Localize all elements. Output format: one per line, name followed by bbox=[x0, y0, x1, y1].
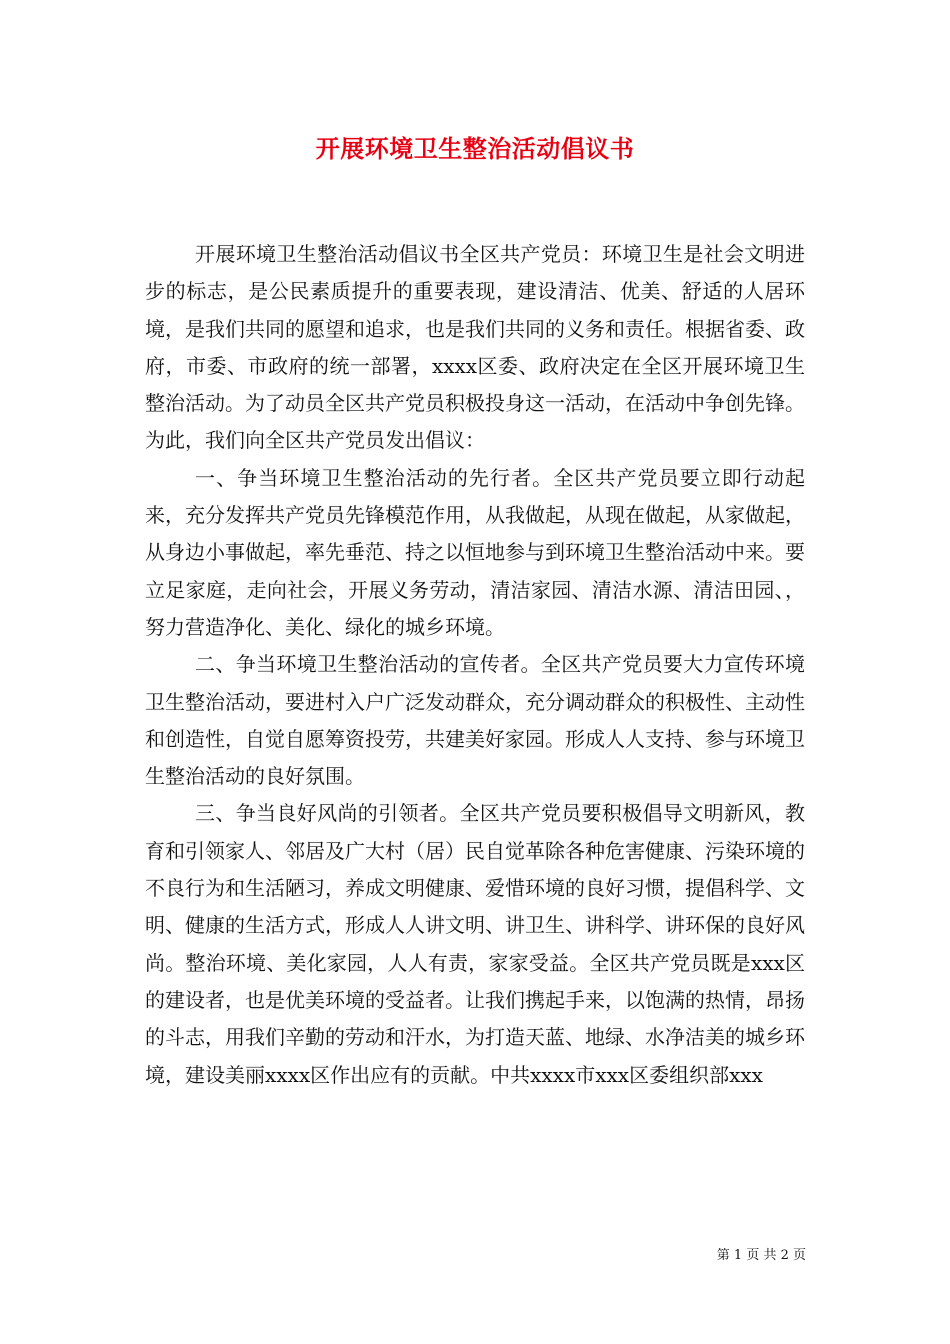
paragraph-point-two: 二、争当环境卫生整治活动的宣传者。全区共产党员要大力宣传环境卫生整治活动，要进村入户广泛发动群众，充分调动群众的积极性、主动性和创造性，自觉自愿筹资投劳，共建美好家园。形成人人支持、参与环境卫生整治活动的良好氛围。 bbox=[145, 652, 805, 789]
paragraph-point-one: 一、争当环境卫生整治活动的先行者。全区共产党员要立即行动起来，充分发挥共产党员先锋模范作用，从我做起，从现在做起，从家做起，从身边小事做起，率先垂范、持之以恒地参与到环境卫生整治活动中来。要立足家庭，走向社会，开展义务劳动，清洁家园、清洁水源、清洁田园、，努力营造净化、美化、绿化的城乡环境。 bbox=[145, 465, 805, 639]
document-title: 开展环境卫生整治活动倡议书 bbox=[315, 134, 635, 163]
document-body bbox=[145, 236, 805, 1094]
page-number: 第 1 页 共 2 页 bbox=[716, 1248, 806, 1263]
paragraph-point-three: 三、争当良好风尚的引领者。全区共产党员要积极倡导文明新风，教育和引领家人、邻居及广大村（居）民自觉革除各种危害健康、污染环境的不良行为和生活陋习，养成文明健康、爱惜环境的良好习惯，提倡科学、文明、健康的生活方式，形成人人讲文明、讲卫生、讲科学、讲环保的良好风尚。整治环境、美化家园，人人有责，家家受益。全区共产党员既是xxx区的建设者，也是优美环境的受益者。让我们携起手来，以饱满的热情，昂扬的斗志，用我们辛勤的劳动和汗水，为打造天蓝、地绿、水净洁美的城乡环境，建设美丽xxxx区作出应有的贡献。中共xxxx市xxx区委组织部xxx bbox=[145, 801, 805, 1087]
paragraph-intro: 开展环境卫生整治活动倡议书全区共产党员：环境卫生是社会文明进步的标志，是公民素质提升的重要表现，建设清洁、优美、舒适的人居环境，是我们共同的愿望和追求，也是我们共同的义务和责任。根据省委、政府，市委、市政府的统一部署，xxxx区委、政府决定在全区开展环境卫生整治活动。为了动员全区共产党员积极投身这一活动，在活动中争创先锋。为此，我们向全区共产党员发出倡议： bbox=[145, 242, 805, 453]
